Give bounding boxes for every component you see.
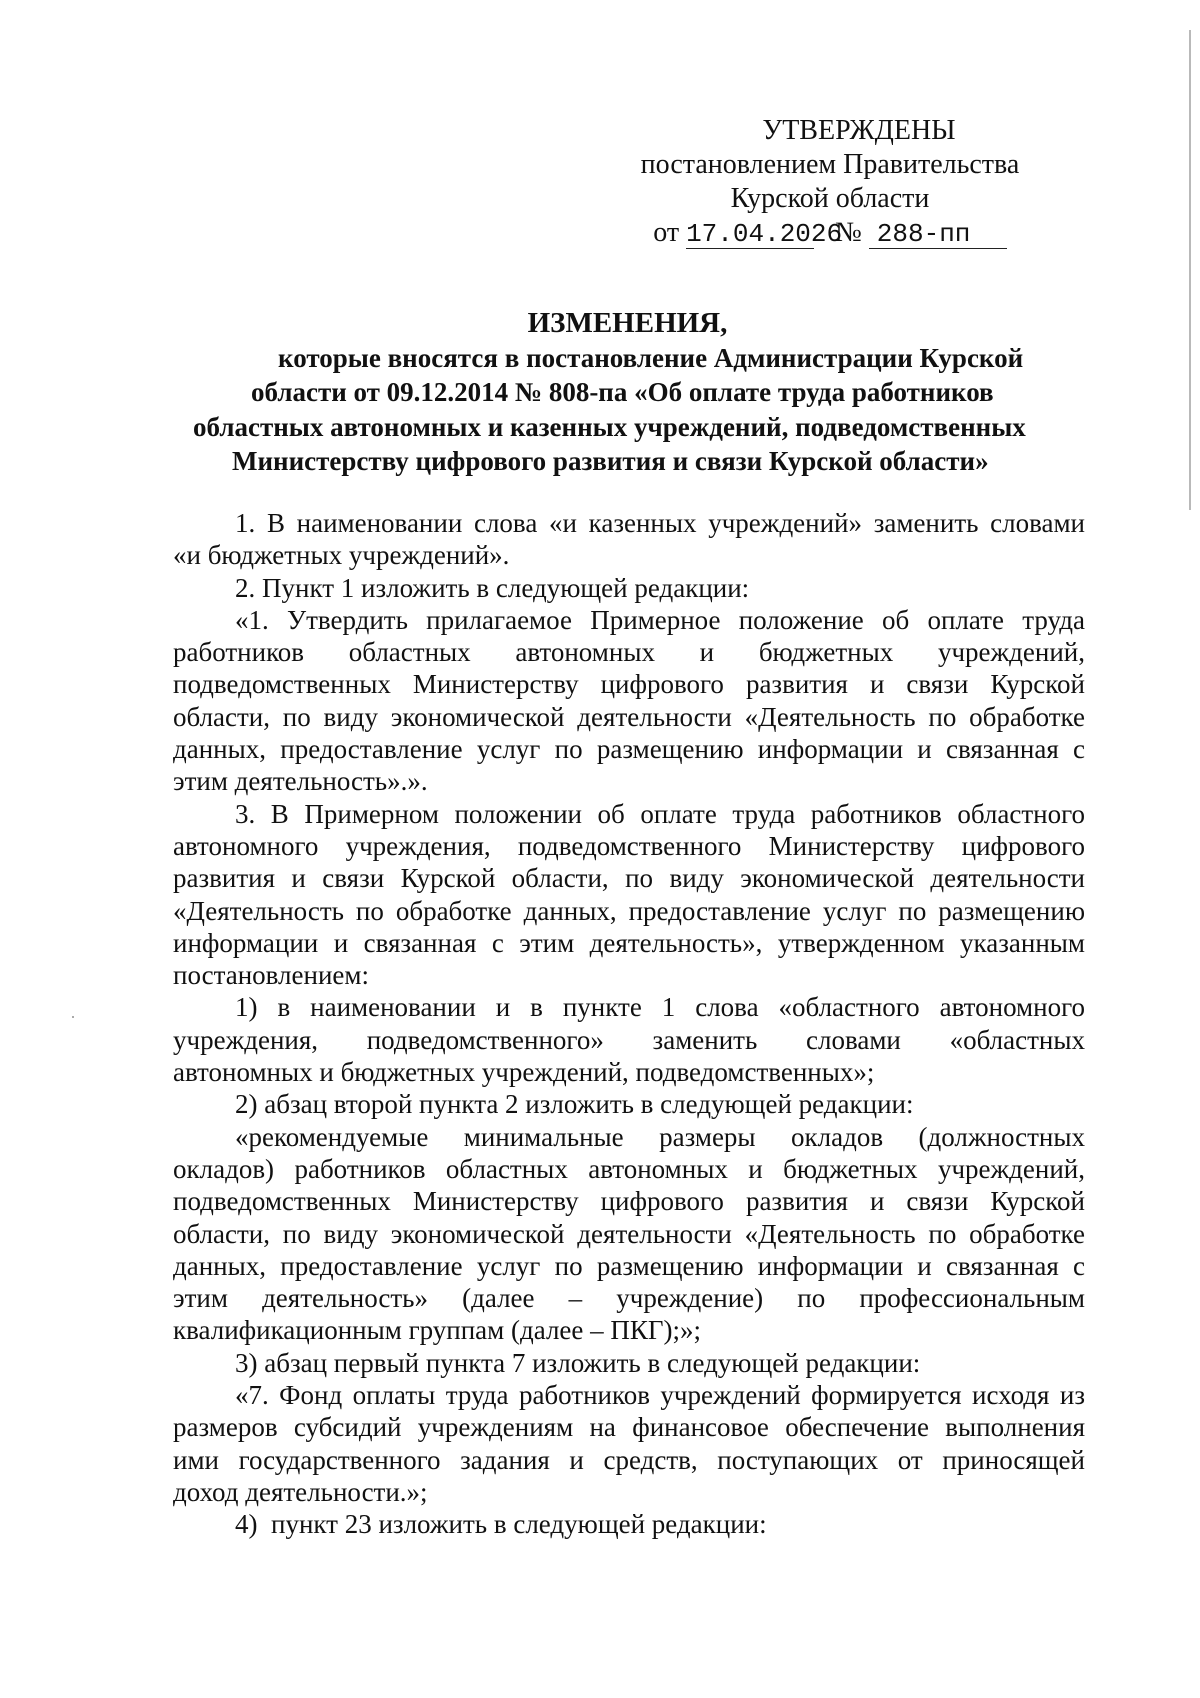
- title-line: которые вносятся в постановление Администрации Курской: [278, 342, 1024, 373]
- paragraph-line: «1. Утвердить прилагаемое Примерное положение об оплате труда: [235, 604, 1085, 635]
- approval-line-region: Курской области: [730, 183, 930, 214]
- paragraph-line: 4) пункт 23 изложить в следующей редакции:: [235, 1509, 767, 1540]
- title-line: областных автономных и казенных учреждений, подведомственных: [193, 411, 1026, 442]
- paragraph-8: [173, 1347, 1085, 1379]
- approval-number: 288-пп: [869, 220, 1007, 249]
- approval-date-number: [560, 216, 1100, 250]
- date-prefix: от: [653, 217, 680, 248]
- paragraph-1: [173, 507, 1085, 572]
- paragraph-line: данных, предоставление услуг по размещению информации и связанная с: [173, 1250, 1085, 1281]
- paragraph-3: [173, 604, 1085, 798]
- paragraph-line: доход деятельности.»;: [173, 1476, 428, 1507]
- document-title: [0, 306, 1200, 479]
- approval-title: УТВЕРЖДЕНЫ: [762, 115, 956, 146]
- approval-date: 17.04.2026: [686, 219, 843, 249]
- paragraph-line: 2) абзац второй пункта 2 изложить в следующей редакции:: [235, 1089, 914, 1120]
- paragraph-line: развития и связи Курской области, по виду экономической деятельности: [173, 863, 1085, 894]
- paragraph-line: области, по виду экономической деятельности «Деятельность по обработке: [173, 1218, 1085, 1249]
- paragraph-4: [173, 798, 1085, 992]
- paragraph-line: 1) в наименовании и в пункте 1 слова «областного автономного: [235, 992, 1085, 1023]
- paragraph-line: подведомственных Министерству цифрового развития и связи Курской: [173, 1186, 1085, 1217]
- scan-speck: [72, 1016, 74, 1018]
- paragraph-line: автономных и бюджетных учреждений, подведомственных»;: [173, 1057, 875, 1088]
- paragraph-7: [173, 1121, 1085, 1347]
- title-heading: ИЗМЕНЕНИЯ,: [527, 307, 728, 339]
- paragraph-line: размеров субсидий учреждениям на финансовое обеспечение выполнения: [173, 1412, 1085, 1443]
- paragraph-line: «7. Фонд оплаты труда работников учреждений формируется исходя из: [235, 1380, 1085, 1411]
- paragraph-line: работников областных автономных и бюджетных учреждений,: [173, 637, 1085, 668]
- paragraph-9: [173, 1379, 1085, 1508]
- paragraph-line: данных, предоставление услуг по размещению информации и связанная с: [173, 734, 1085, 765]
- paragraph-line: 3. В Примерном положении об оплате труда работников областного: [235, 798, 1085, 829]
- document-body: [173, 507, 1085, 1541]
- paragraph-line: автономного учреждения, подведомственного Министерству цифрового: [173, 830, 1085, 861]
- paragraph-line: подведомственных Министерству цифрового развития и связи Курской: [173, 669, 1085, 700]
- paragraph-line: окладов) работников областных автономных и бюджетных учреждений,: [173, 1153, 1085, 1184]
- paragraph-line: области, по виду экономической деятельности «Деятельность по обработке: [173, 701, 1085, 732]
- paragraph-line: «рекомендуемые минимальные размеры окладов (должностных: [235, 1121, 1085, 1152]
- number-prefix: №: [835, 217, 862, 248]
- paragraph-line: «и бюджетных учреждений».: [173, 540, 510, 571]
- paragraph-5: [173, 991, 1085, 1088]
- approval-line-decree: постановлением Правительства: [640, 149, 1020, 180]
- title-line: области от 09.12.2014 № 808-па «Об оплате труда работников: [251, 377, 994, 407]
- paragraph-line: этим деятельность».».: [173, 766, 428, 797]
- paragraph-line: постановлением:: [173, 960, 369, 991]
- paragraph-line: информации и связанная с этим деятельность», утвержденном указанным: [173, 927, 1085, 958]
- paragraph-2: [173, 572, 1085, 604]
- paragraph-line: 3) абзац первый пункта 7 изложить в следующей редакции:: [235, 1347, 921, 1378]
- paragraph-line: 2. Пункт 1 изложить в следующей редакции:: [235, 572, 750, 603]
- paragraph-6: [173, 1088, 1085, 1120]
- paragraph-line: квалификационным группам (далее – ПКГ);»;: [173, 1315, 702, 1346]
- approval-block: [560, 114, 1100, 250]
- paragraph-line: «Деятельность по обработке данных, предоставление услуг по размещению: [173, 895, 1085, 926]
- paragraph-line: этим деятельность» (далее – учреждение) по профессиональным: [173, 1283, 1085, 1314]
- paragraph-line: учреждения, подведомственного» заменить словами «областных: [173, 1024, 1085, 1055]
- paragraph-line: ими государственного задания и средств, поступающих от приносящей: [173, 1444, 1085, 1475]
- title-line: Министерству цифрового развития и связи Курской области»: [232, 446, 989, 476]
- paragraph-10: [173, 1508, 1085, 1540]
- paragraph-line: 1. В наименовании слова «и казенных учреждений» заменить словами: [235, 508, 1085, 538]
